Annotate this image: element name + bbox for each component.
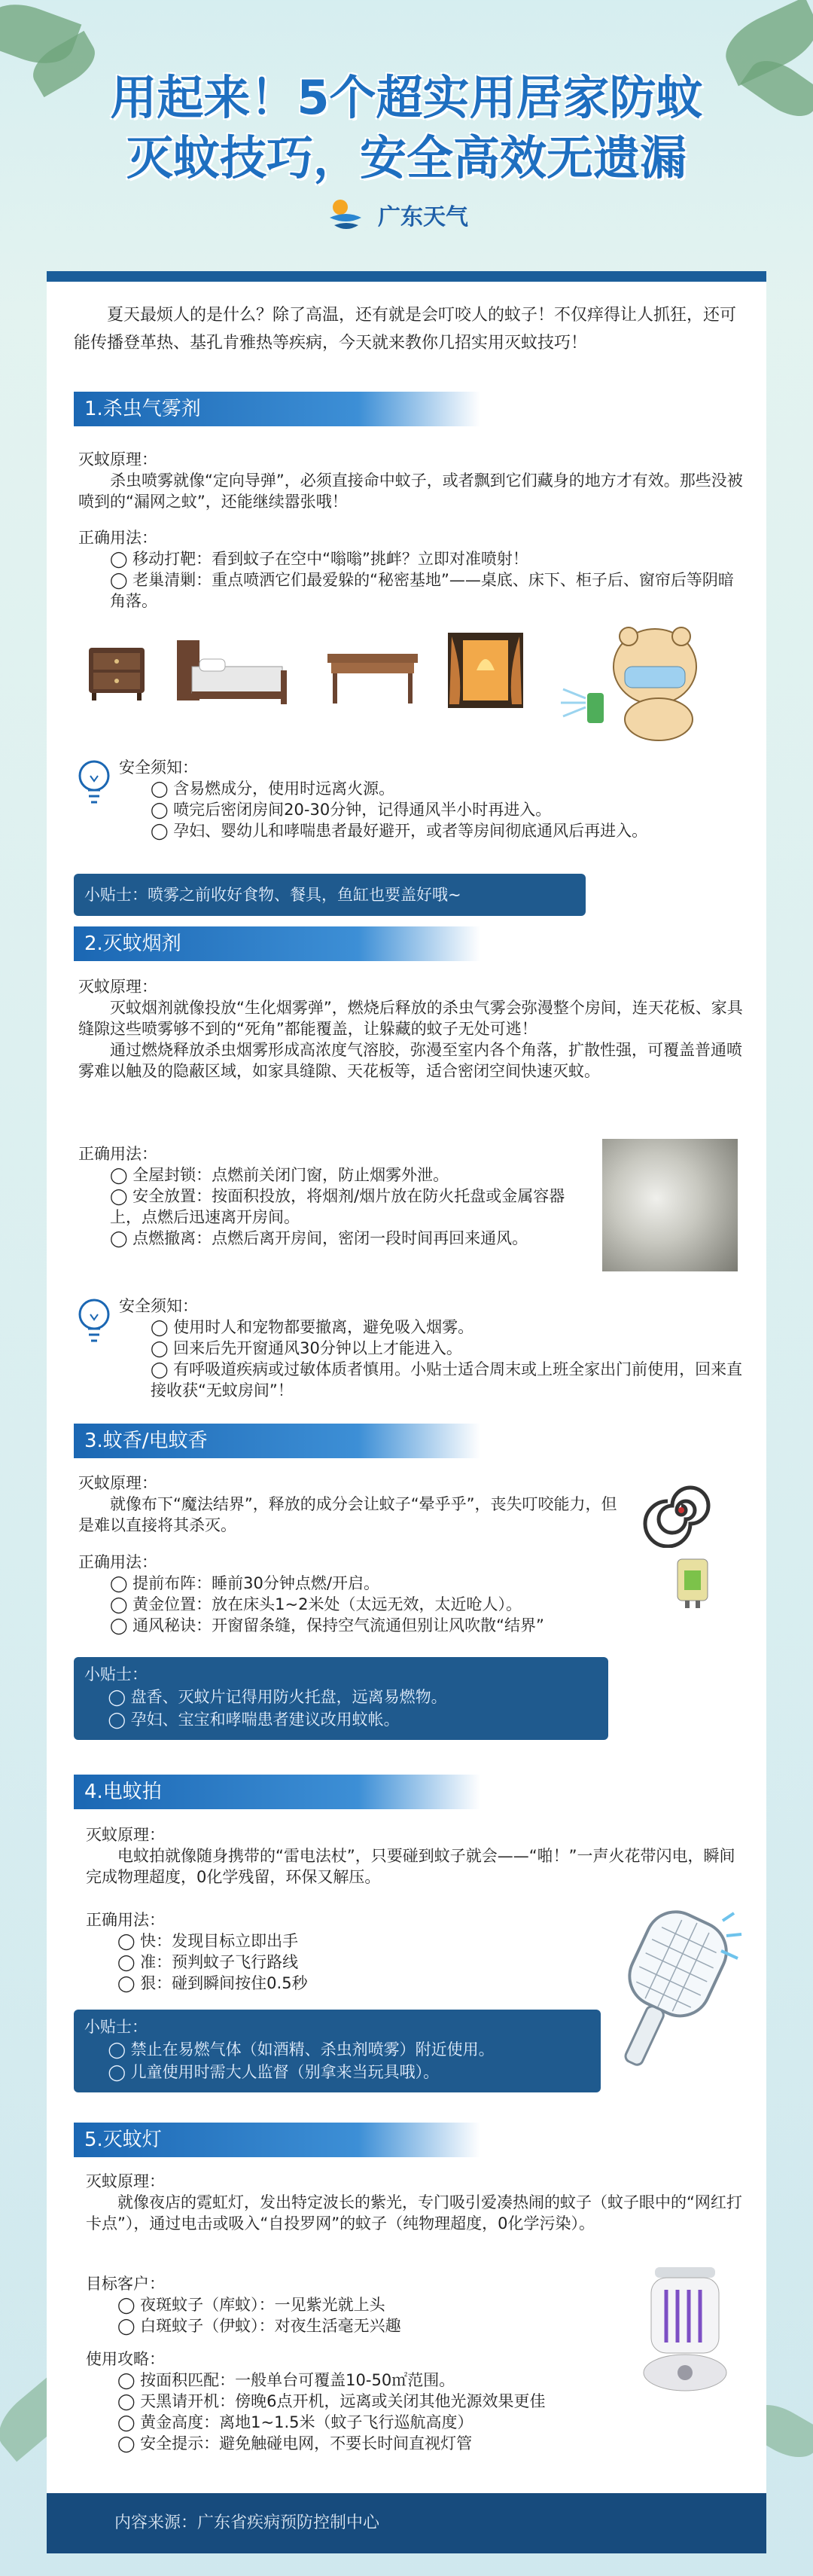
s4-tip	[74, 2010, 601, 2092]
s1-safety-item: ◯ 含易燃成分，使用时远离火源。	[151, 780, 395, 798]
s4-usage	[86, 1909, 537, 1994]
s4-usage-label: 正确用法：	[86, 1911, 165, 1929]
s4-principle	[86, 1824, 748, 1888]
brand-name: 广东天气	[378, 204, 468, 230]
s5-usage-item: ◯ 天黑请开机：傍晚6点开机，远离或关闭其他光源效果更佳	[117, 2392, 546, 2410]
section-heading-3: 3.蚊香/电蚊香	[74, 1424, 480, 1458]
s5-usage-label: 使用攻略：	[86, 2350, 165, 2368]
s2-usage-label: 正确用法：	[78, 1145, 157, 1163]
section-heading-5: 5.灭蚊灯	[74, 2123, 480, 2157]
lightbulb-icon	[75, 1296, 113, 1348]
s3-usage-item: ◯ 提前布阵：睡前30分钟点燃/开启。	[110, 1574, 379, 1592]
s4-usage-item: ◯ 快：发现目标立即出手	[117, 1932, 299, 1950]
s4-principle-text: 电蚊拍就像随身携带的“雷电法杖”，只要碰到蚊子就会——“啪！”一声火花带闪电，瞬间完成物理超度，0化学残留，环保又解压。	[86, 1847, 735, 1886]
s2-principle-text: 通过燃烧释放杀虫烟雾形成高浓度气溶胶，弥漫至室内各个角落，扩散性强，可覆盖普通喷雾难以触及的隐蔽区域，如家具缝隙、天花板等，适合密闭空间快速灭蚊。	[78, 1041, 742, 1080]
s2-safety-item: ◯ 使用时人和宠物都要撤离，避免吸入烟雾。	[151, 1318, 474, 1336]
mosquito-coil-icon	[640, 1473, 723, 1548]
page-title-line2: 灭蚊技巧，安全高效无遗漏	[126, 130, 687, 185]
s5-principle	[86, 2171, 756, 2234]
s3-usage-item: ◯ 通风秘诀：开窗留条缝，保持空气流通但别让风吹散“结界”	[110, 1616, 544, 1634]
s3-tip-item: ◯ 孕妇、宝宝和哮喘患者建议改用蚊帐。	[108, 1711, 400, 1729]
desk-icon	[324, 640, 422, 708]
section-heading-1: 1.杀虫气雾剂	[74, 392, 480, 426]
lightbulb-icon	[75, 757, 113, 810]
s3-usage-item: ◯ 黄金位置：放在床头1~2米处（太远无效，太近呛人）。	[110, 1595, 522, 1613]
s4-usage-item: ◯ 狠：碰到瞬间按住0.5秒	[117, 1974, 308, 1992]
s2-safety-label: 安全须知：	[119, 1297, 198, 1315]
window-curtain-icon	[440, 625, 531, 716]
s4-tip-label: 小贴士：	[84, 2018, 148, 2036]
s1-usage-item: ◯ 老巢清剿：重点喷洒它们最爱躲的“秘密基地”——桌底、床下、柜子后、窗帘后等阴暗角落。	[110, 571, 734, 610]
nightstand-icon	[83, 636, 151, 704]
s5-principle-label: 灭蚊原理：	[86, 2172, 165, 2190]
bed-icon	[169, 625, 290, 716]
s1-principle-text: 杀虫喷雾就像“定向导弹”，必须直接命中蚊子，或者飘到它们藏身的地方才有效。那些没被喷到的“漏网之蚊”，还能继续嚣张哦！	[78, 472, 743, 511]
s1-tip: 小贴士：喷雾之前收好食物、餐具，鱼缸也要盖好哦~	[74, 874, 586, 916]
s3-usage	[78, 1552, 650, 1636]
s5-usage	[86, 2349, 756, 2454]
electric-swatter-icon	[595, 1906, 745, 2086]
page-title-line1: 用起来！5个超实用居家防蚊	[110, 70, 703, 125]
s2-safety-item: ◯ 回来后先开窗通风30分钟以上才能进入。	[151, 1339, 462, 1357]
s1-usage-label: 正确用法：	[78, 529, 157, 547]
s2-principle-label: 灭蚊原理：	[78, 978, 157, 996]
s5-target	[86, 2273, 613, 2336]
s2-usage	[78, 1143, 575, 1249]
section-heading-4: 4.电蚊拍	[74, 1775, 480, 1809]
source-footer: 内容来源：广东省疾病预防控制中心	[47, 2493, 766, 2553]
s1-usage	[78, 527, 748, 612]
s2-safety	[119, 1296, 751, 1401]
s5-target-item: ◯ 白斑蚊子（伊蚊）：对夜生活毫无兴趣	[117, 2317, 401, 2335]
intro-text: 夏天最烦人的是什么？除了高温，还有就是会叮咬人的蚊子！不仅痒得让人抓狂，还可能传播登革热、基孔肯雅热等疾病，今天就来教你几招实用灭蚊技巧！	[74, 306, 737, 353]
brand-logo	[324, 192, 468, 237]
s5-target-item: ◯ 夜斑蚊子（库蚊）：一见紫光就上头	[117, 2296, 385, 2314]
s3-principle-label: 灭蚊原理：	[78, 1474, 157, 1492]
s5-usage-item: ◯ 按面积匹配：一般单台可覆盖10-50㎡范围。	[117, 2371, 455, 2389]
s5-usage-item: ◯ 安全提示：避免触碰电网，不要长时间直视灯管	[117, 2434, 473, 2452]
s2-safety-item: ◯ 有呼吸道疾病或过敏体质者慎用。小贴士适合周末或上班全家出门前使用，回来直接收获“无蚊房间”！	[151, 1360, 743, 1399]
s2-usage-item: ◯ 点燃撤离：点燃后离开房间，密闭一段时间再回来通风。	[110, 1229, 528, 1247]
electric-repellent-icon	[666, 1552, 719, 1612]
s3-principle-text: 就像布下“魔法结界”，释放的成分会让蚊子“晕乎乎”，丧失叮咬能力，但是难以直接将其杀灭。	[78, 1495, 617, 1534]
s1-safety	[119, 757, 774, 841]
s4-principle-label: 灭蚊原理：	[86, 1826, 165, 1844]
s1-usage-item: ◯ 移动打靶：看到蚊子在空中“嗡嗡”挑衅？立即对准喷射！	[110, 550, 528, 568]
s2-usage-item: ◯ 全屋封锁：点燃前关闭门窗，防止烟雾外泄。	[110, 1166, 449, 1184]
s3-usage-label: 正确用法：	[78, 1553, 157, 1571]
s3-tip-item: ◯ 盘香、灭蚊片记得用防火托盘，远离易燃物。	[108, 1688, 447, 1706]
s2-principle	[78, 976, 748, 1082]
s4-tip-item: ◯ 禁止在易燃气体（如酒精、杀虫剂喷雾）附近使用。	[108, 2040, 495, 2059]
s5-target-label: 目标客户：	[86, 2275, 165, 2293]
s2-principle-text: 灭蚊烟剂就像投放“生化烟雾弹”，燃烧后释放的杀虫气雾会弥漫整个房间，连天花板、家具缝隙这些喷雾够不到的“死角”都能覆盖，让躲藏的蚊子无处可逃！	[78, 999, 743, 1038]
s5-usage-item: ◯ 黄金高度：离地1~1.5米（蚊子飞行巡航高度）	[117, 2413, 473, 2431]
s3-principle	[78, 1473, 620, 1536]
weather-logo-icon	[324, 192, 369, 237]
s2-usage-item: ◯ 安全放置：按面积投放，将烟剂/烟片放在防火托盘或金属容器上，点燃后迅速离开房间。	[110, 1187, 565, 1226]
s1-principle-label: 灭蚊原理：	[78, 450, 157, 469]
s4-tip-item: ◯ 儿童使用时需大人监督（别拿来当玩具哦）。	[108, 2063, 440, 2081]
s1-safety-item: ◯ 孕妇、婴幼儿和哮喘患者最好避开，或者等房间彻底通风后再进入。	[151, 822, 648, 840]
spray-mascot-icon	[557, 614, 708, 742]
s3-tip	[74, 1657, 608, 1740]
smoke-photo	[602, 1139, 738, 1271]
s5-principle-text: 就像夜店的霓虹灯，发出特定波长的紫光，专门吸引爱凑热闹的蚊子（蚊子眼中的“网红打卡点”），通过电击或吸入“自投罗网”的蚊子（纯物理超度，0化学污染）。	[86, 2193, 742, 2233]
s1-principle	[78, 449, 748, 512]
s1-safety-label: 安全须知：	[119, 758, 198, 777]
s3-tip-label: 小贴士：	[84, 1665, 148, 1683]
s1-safety-item: ◯ 喷完后密闭房间20-30分钟，记得通风半小时再进入。	[151, 801, 552, 819]
section-heading-2: 2.灭蚊烟剂	[74, 926, 480, 961]
s4-usage-item: ◯ 准：预判蚊子飞行路线	[117, 1953, 299, 1971]
